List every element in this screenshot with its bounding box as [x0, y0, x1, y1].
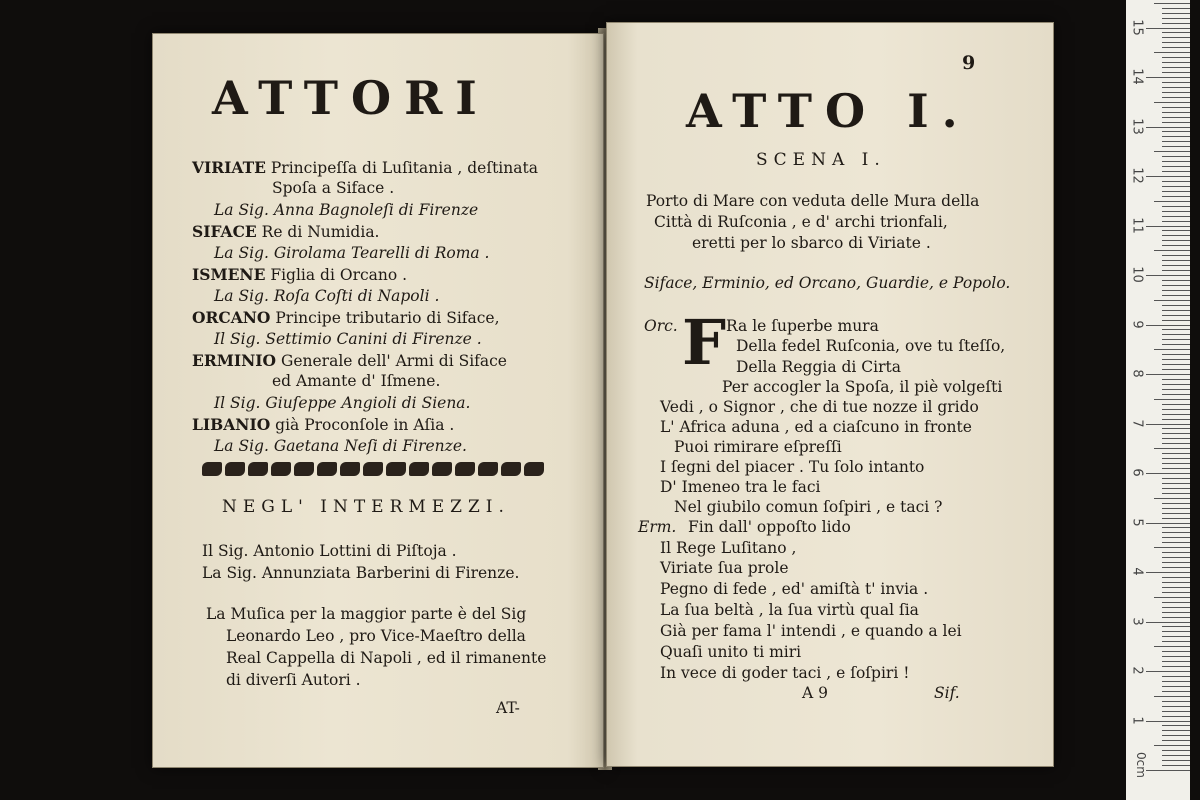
ruler-tick [1162, 537, 1190, 538]
verse-line: La ſua beltà , la ſua virtù qual ſia [660, 601, 919, 619]
ruler-tick [1146, 523, 1190, 524]
ruler-tick [1162, 87, 1190, 88]
ruler-tick [1162, 92, 1190, 93]
ruler-tick [1162, 82, 1190, 83]
role-name: ORCANO [192, 308, 271, 327]
ruler-tick [1146, 572, 1190, 573]
actor-name: La Sig. Anna Bagnoleſi di Firenze [214, 201, 479, 219]
ruler-tick [1154, 498, 1190, 499]
ruler-tick [1162, 122, 1190, 123]
ruler-tick [1162, 329, 1190, 330]
ruler-tick [1162, 240, 1190, 241]
ruler-tick [1154, 102, 1190, 103]
role-description: Principeſſa di Luſitania , deſtinata [270, 159, 538, 177]
ruler-tick [1162, 438, 1190, 439]
ruler-tick [1162, 216, 1190, 217]
ruler-tick [1154, 52, 1190, 53]
ruler-tick [1162, 716, 1190, 717]
ruler-tick [1162, 112, 1190, 113]
role-description: già Proconſole in Aſia . [275, 416, 455, 434]
ruler-tick [1154, 696, 1190, 697]
ruler-tick [1162, 725, 1190, 726]
cast-entry [192, 353, 507, 370]
ruler-tick [1162, 532, 1190, 533]
role-description-continued: Spoſa a Siface . [272, 179, 395, 197]
cast-entry [192, 417, 454, 434]
ruler-tick [1162, 379, 1190, 380]
ruler-tick [1162, 577, 1190, 578]
ruler-tick [1162, 344, 1190, 345]
ruler-cm-label: 8 [1129, 369, 1145, 378]
verse-line: I ſegni del piacer . Tu ſolo intanto [660, 458, 925, 476]
ruler-tick [1162, 394, 1190, 395]
role-description-continued: ed Amante d' Iſmene. [272, 372, 441, 390]
ruler-tick [1162, 706, 1190, 707]
role-description: Generale dell' Armi di Siface [280, 352, 507, 370]
ruler-tick [1154, 399, 1190, 400]
ruler-tick [1162, 602, 1190, 603]
verse-line: L' Africa aduna , ed a ciaſcuno in fronte [660, 418, 972, 436]
ruler-tick [1162, 686, 1190, 687]
ruler-tick [1162, 156, 1190, 157]
ruler-tick [1162, 483, 1190, 484]
ruler-tick [1162, 141, 1190, 142]
music-note-line: Leonardo Leo , pro Vice-Maeſtro della [226, 627, 526, 645]
ruler-tick [1146, 226, 1190, 227]
ruler-cm-label: 11 [1129, 216, 1145, 234]
ruler-tick [1162, 315, 1190, 316]
verse-line: D' Imeneo tra le faci [660, 478, 821, 496]
ruler-tick [1162, 666, 1190, 667]
ruler-tick [1146, 424, 1190, 425]
ruler-tick [1146, 28, 1190, 29]
role-name: SIFACE [192, 222, 257, 241]
ruler-tick [1162, 235, 1190, 236]
ruler-tick [1162, 62, 1190, 63]
ruler-tick [1162, 23, 1190, 24]
verse-line: Per accogler la Spoſa, il piè volgeſti [722, 378, 1003, 396]
verse-line: Vedi , o Signor , che di tue nozze il grido [660, 398, 979, 416]
stage-setting-line: Porto di Mare con veduta delle Mura della [646, 192, 980, 210]
ruler-tick [1162, 117, 1190, 118]
verse-line: Pegno di fede , ed' amiſtà t' invia . [660, 580, 929, 598]
ruler-tick [1162, 641, 1190, 642]
ruler-cm-label: 12 [1129, 167, 1145, 184]
ruler-tick [1154, 151, 1190, 152]
role-description: Figlia di Orcano . [270, 266, 408, 284]
ruler-tick [1146, 325, 1190, 326]
ruler-tick [1162, 221, 1190, 222]
ruler-tick [1162, 107, 1190, 108]
act-title: ATTO I. [686, 84, 971, 138]
ruler-cm-label: 9 [1129, 319, 1145, 329]
ruler-tick [1162, 171, 1190, 172]
ruler-tick [1162, 47, 1190, 48]
actor-name: La Sig. Gaetana Neſi di Firenze. [214, 437, 467, 455]
ruler-tick [1154, 597, 1190, 598]
ruler-tick [1162, 503, 1190, 504]
verse-line: Già per fama l' intendi , e quando a lei [660, 622, 962, 640]
ruler-tick [1162, 409, 1190, 410]
ruler-tick [1162, 488, 1190, 489]
ruler-tick [1146, 77, 1190, 78]
ornament-divider [202, 457, 560, 481]
ruler-tick [1162, 8, 1190, 9]
stage-setting-line: eretti per lo sbarco di Viriate . [692, 234, 931, 252]
ruler-tick [1162, 206, 1190, 207]
ruler-tick [1162, 97, 1190, 98]
ruler-tick [1154, 448, 1190, 449]
role-name: ISMENE [192, 265, 266, 284]
ruler-tick [1146, 275, 1190, 276]
ruler-tick [1162, 310, 1190, 311]
ruler-tick [1162, 255, 1190, 256]
ruler-tick [1162, 656, 1190, 657]
left-page [152, 33, 604, 768]
ruler-tick [1162, 552, 1190, 553]
ruler-tick [1162, 260, 1190, 261]
ruler-tick [1162, 676, 1190, 677]
ruler-cm-label: 15 [1129, 18, 1145, 36]
ruler-tick [1162, 419, 1190, 420]
ruler-tick [1162, 518, 1190, 519]
ruler-tick [1162, 740, 1190, 741]
ruler-tick [1162, 567, 1190, 568]
ruler-tick [1162, 13, 1190, 14]
ruler-tick [1154, 300, 1190, 301]
ruler-cm-label: 7 [1129, 418, 1145, 428]
ruler-tick [1162, 527, 1190, 528]
role-name: LIBANIO [192, 415, 271, 434]
signature-mark: A 9 [802, 684, 828, 702]
ruler-tick [1162, 191, 1190, 192]
ruler-tick [1162, 230, 1190, 231]
ruler-tick [1162, 72, 1190, 73]
ruler-tick [1162, 468, 1190, 469]
ruler-tick [1162, 270, 1190, 271]
ruler-tick [1146, 473, 1190, 474]
ruler-tick [1162, 542, 1190, 543]
ruler-tick [1162, 285, 1190, 286]
music-note-line: di diverſi Autori . [226, 671, 361, 689]
ruler-tick [1154, 3, 1190, 4]
scene-heading: SCENA I. [756, 150, 886, 170]
ruler-tick [1162, 57, 1190, 58]
role-description: Re di Numidia. [261, 223, 380, 241]
ruler-tick [1162, 414, 1190, 415]
actor-name: Il Sig. Settimio Canini di Firenze . [214, 330, 482, 348]
ruler-cm-label: 13 [1129, 117, 1145, 135]
ruler-cm-label: 14 [1129, 68, 1145, 85]
ruler-tick [1162, 166, 1190, 167]
ruler-tick [1146, 671, 1190, 672]
verse-line: Fin dall' oppoſto lido [688, 518, 851, 536]
ruler-tick [1162, 651, 1190, 652]
ruler-tick [1162, 339, 1190, 340]
ruler-tick [1162, 295, 1190, 296]
role-description: Principe tributario di Siface, [275, 309, 500, 327]
ruler-tick [1162, 136, 1190, 137]
ruler-tick [1162, 32, 1190, 33]
ruler-tick [1162, 37, 1190, 38]
ruler-tick [1162, 711, 1190, 712]
ruler-tick [1146, 176, 1190, 177]
ruler-tick [1162, 18, 1190, 19]
catchword: Sif. [934, 684, 960, 702]
ruler-tick [1162, 735, 1190, 736]
ruler-tick [1162, 755, 1190, 756]
speaker-label: Erm. [638, 518, 677, 536]
ruler-tick [1162, 369, 1190, 370]
music-note-line: La Muſica per la maggior parte è del Sig [206, 605, 527, 623]
ruler-tick [1162, 384, 1190, 385]
ruler-tick [1162, 760, 1190, 761]
role-name: ERMINIO [192, 351, 277, 370]
actor-name: Il Sig. Giuſeppe Angioli di Siena. [214, 394, 471, 412]
ruler-tick [1162, 765, 1190, 766]
ruler-tick [1162, 334, 1190, 335]
ruler-cm-label: 4 [1129, 567, 1145, 576]
characters-on-stage: Siface, Erminio, ed Orcano, Guardie, e Popolo. [644, 274, 1011, 292]
ruler-tick [1162, 146, 1190, 147]
ruler-tick [1162, 562, 1190, 563]
verse-line: Il Rege Luſitano , [660, 539, 797, 557]
verse-line: Ra le ſuperbe mura [726, 317, 879, 335]
ruler-cm-label: 10 [1129, 266, 1145, 283]
verse-line: Della fedel Ruſconia, ove tu ſteſſo, [736, 337, 1006, 355]
intermezzi-performer: Il Sig. Antonio Lottini di Piſtoja . [202, 542, 457, 560]
ruler-tick [1162, 458, 1190, 459]
ruler-tick [1162, 631, 1190, 632]
ruler-tick [1162, 186, 1190, 187]
ruler-tick [1162, 211, 1190, 212]
ruler-tick [1162, 354, 1190, 355]
ruler-tick [1162, 730, 1190, 731]
ruler-tick [1162, 508, 1190, 509]
ruler-cm-label: 2 [1129, 666, 1145, 675]
ruler-tick [1162, 290, 1190, 291]
ruler-tick [1162, 592, 1190, 593]
ruler-tick [1162, 587, 1190, 588]
ruler-tick [1162, 280, 1190, 281]
ruler-tick [1162, 582, 1190, 583]
intermezzi-heading: NEGL' INTERMEZZI. [222, 497, 510, 517]
ruler-tick [1154, 646, 1190, 647]
ruler-unit-label: 0cm [1133, 752, 1148, 778]
ruler-tick [1162, 463, 1190, 464]
ruler-tick [1162, 453, 1190, 454]
verse-line: Nel giubilo comun ſoſpiri , e taci ? [674, 498, 943, 516]
ruler-cm-label: 1 [1129, 715, 1145, 725]
ruler-tick [1154, 547, 1190, 548]
ruler-cm-label: 3 [1129, 616, 1145, 626]
ruler-tick [1162, 305, 1190, 306]
drop-cap: F [682, 306, 727, 379]
ruler-tick [1162, 67, 1190, 68]
stage-setting-line: Città di Ruſconia , e d' archi trionfali, [654, 213, 948, 231]
ruler-tick [1154, 745, 1190, 746]
music-note-line: Real Cappella di Napoli , ed il rimanente [226, 649, 547, 667]
ruler-tick [1162, 681, 1190, 682]
ruler-tick [1154, 349, 1190, 350]
page-number: 9 [962, 52, 976, 74]
ruler-tick [1162, 433, 1190, 434]
cast-entry [192, 267, 407, 284]
ruler-tick [1146, 770, 1190, 771]
ruler-tick [1162, 364, 1190, 365]
ruler-tick [1162, 404, 1190, 405]
ruler-cm-label: 6 [1129, 468, 1145, 477]
ruler-tick [1162, 661, 1190, 662]
ruler-tick [1162, 320, 1190, 321]
ruler-tick [1154, 250, 1190, 251]
right-page [606, 22, 1054, 767]
cast-entry [192, 224, 379, 241]
ruler-tick [1162, 443, 1190, 444]
ruler-tick [1162, 691, 1190, 692]
ruler-tick [1162, 131, 1190, 132]
ruler-tick [1162, 607, 1190, 608]
speaker-label: Orc. [644, 317, 678, 335]
intermezzi-performer: La Sig. Annunziata Barberini di Firenze. [202, 564, 520, 582]
ruler-tick [1162, 701, 1190, 702]
ruler-tick [1146, 622, 1190, 623]
ruler-tick [1162, 42, 1190, 43]
ruler-tick [1162, 478, 1190, 479]
catchword: AT- [496, 699, 520, 717]
ruler-tick [1162, 750, 1190, 751]
ruler-tick [1162, 617, 1190, 618]
ruler-tick [1162, 181, 1190, 182]
verse-line: In vece di goder taci , e ſoſpiri ! [660, 664, 910, 682]
ruler-tick [1162, 196, 1190, 197]
verse-line: Della Reggia di Cirta [736, 358, 901, 376]
ruler-tick [1146, 721, 1190, 722]
verse-line: Viriate ſua prole [660, 559, 789, 577]
cast-entry [192, 160, 538, 177]
ruler-tick [1146, 127, 1190, 128]
cast-entry [192, 310, 500, 327]
ruler-tick [1154, 201, 1190, 202]
measuring-ruler [1126, 0, 1190, 800]
ruler-tick [1162, 428, 1190, 429]
ruler-tick [1162, 359, 1190, 360]
verse-line: Quaſi unito ti miri [660, 643, 802, 661]
actor-name: La Sig. Girolama Tearelli di Roma . [214, 244, 490, 262]
ruler-tick [1162, 265, 1190, 266]
ruler-tick [1162, 557, 1190, 558]
ruler-tick [1162, 389, 1190, 390]
ruler-tick [1162, 513, 1190, 514]
ruler-tick [1162, 493, 1190, 494]
ruler-tick [1162, 161, 1190, 162]
ruler-tick [1162, 612, 1190, 613]
page-title: ATTORI [212, 71, 490, 125]
actor-name: La Sig. Roſa Coſti di Napoli . [214, 287, 440, 305]
ruler-tick [1146, 374, 1190, 375]
ruler-tick [1162, 245, 1190, 246]
verse-line: Puoi rimirare eſpreſſi [674, 438, 842, 456]
ruler-tick [1162, 626, 1190, 627]
ruler-cm-label: 5 [1129, 517, 1145, 527]
ruler-tick [1162, 636, 1190, 637]
role-name: VIRIATE [192, 158, 266, 177]
